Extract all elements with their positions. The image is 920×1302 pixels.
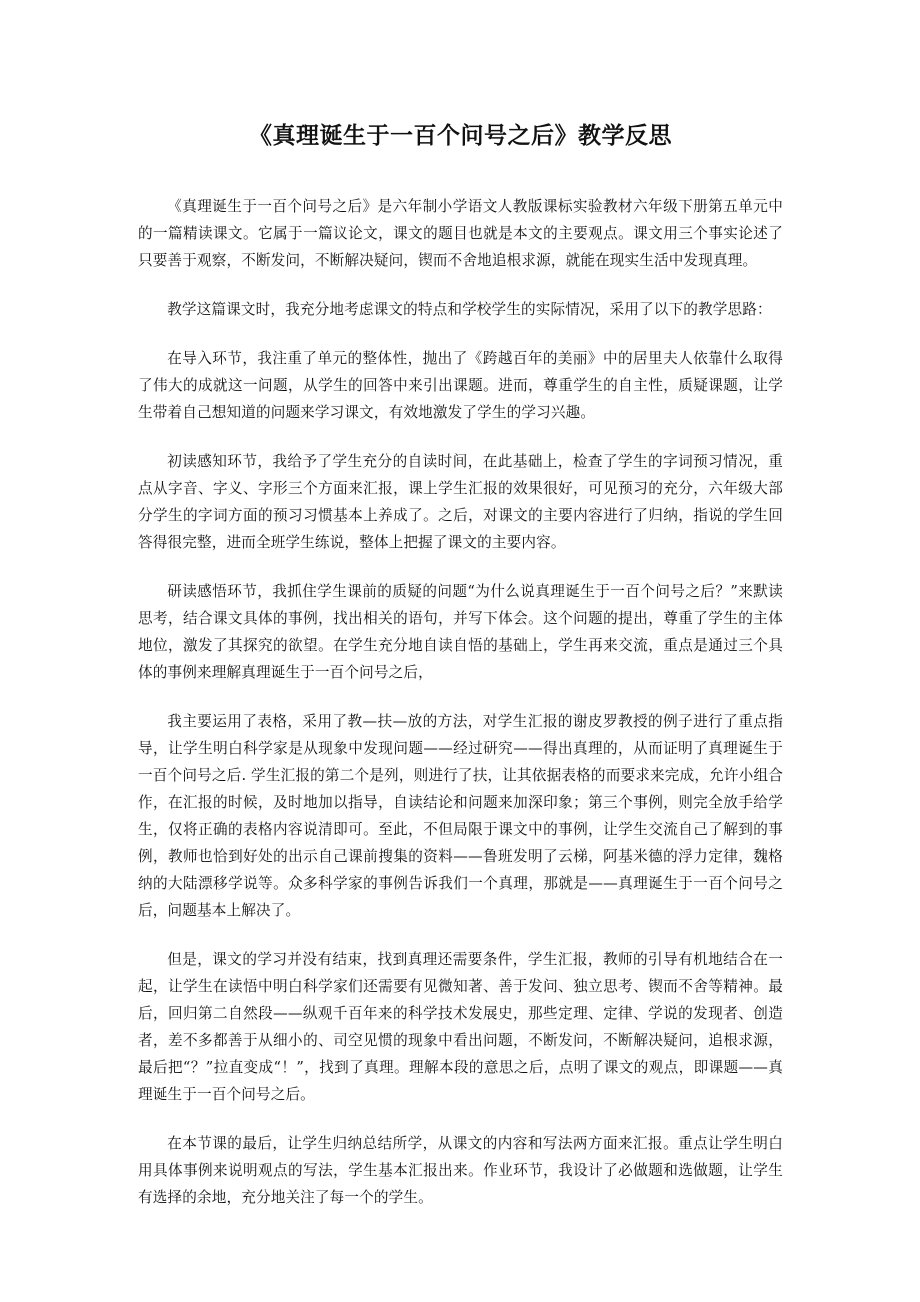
document-page <box>138 118 783 1233</box>
paragraph-2: 教学这篇课文时，我充分地考虑课文的特点和学校学生的实际情况，采用了以下的教学思路： <box>167 301 772 318</box>
paragraph-5: 研读感悟环节，我抓住学生课前的质疑的问题“为什么说真理诞生于一百个问号之后？”来默读思考，结合课文具体的事例，找出相关的语句，并写下体会。这个问题的提出，尊重了学生的主体地位，激发了其探究的欲望。在学生充分地自读自悟的基础上，学生再来交流，重点是通过三个具体的事例来理解真理诞生于一百个问号之后， <box>138 583 783 681</box>
paragraph-3: 在导入环节，我注重了单元的整体性，抛出了《跨越百年的美丽》中的居里夫人依靠什么取得了伟大的成就这一问题，从学生的回答中来引出课题。进而，尊重学生的自主性，质疑课题，让学生带着自己想知道的问题来学习课文，有效地激发了学生的学习兴趣。 <box>138 350 783 421</box>
paragraph-4: 初读感知环节，我给予了学生充分的自读时间，在此基础上，检查了学生的字词预习情况，重点从字音、字义、字形三个方面来汇报，课上学生汇报的效果很好，可见预习的充分，六年级大部分学生的字词方面的预习习惯基本上养成了。之后，对课文的主要内容进行了归纳，指说的学生回答得很完整，进而全班学生练说，整体上把握了课文的主要内容。 <box>138 453 783 551</box>
paragraph-8: 在本节课的最后，让学生归纳总结所学，从课文的内容和写法两方面来汇报。重点让学生明白用具体事例来说明观点的写法，学生基本汇报出来。作业环节，我设计了必做题和选做题，让学生有选择的余地，充分地关注了每一个的学生。 <box>138 1135 783 1206</box>
paragraph-1: 《真理诞生于一百个问号之后》是六年制小学语文人教版课标实验教材六年级下册第五单元中的一篇精读课文。它属于一篇议论文，课文的题目也就是本文的主要观点。课文用三个事实论述了只要善于观察，不断发问，不断解决疑问，锲而不舍地追根求源，就能在现实生活中发现真理。 <box>138 198 783 269</box>
document-title: 《真理诞生于一百个问号之后》教学反思 <box>249 122 672 149</box>
paragraph-6: 我主要运用了表格，采用了教—扶—放的方法，对学生汇报的谢皮罗教授的例子进行了重点指导，让学生明白科学家是从现象中发现问题——经过研究——得出真理的，从而证明了真理诞生于一百个问号之后. 学生汇报的第二个是列，则进行了扶，让其依据表格的而要求来完成，允许小组合作，在汇报的时候，及时地加以指导，自读结论和问题来加深印象；第三个事例，则完全放手给学生，仅将正确的表格内容说清即可。至此，不但局限于课文中的事例，让学生交流自己了解到的事例，教师也恰到好处的出示自己课前搜集的资料——鲁班发明了云梯，阿基米德的浮力定律，魏格纳的大陆漂移学说等。众多科学家的事例告诉我们一个真理，那就是——真理诞生于一百个问号之后，问题基本上解决了。 <box>138 713 783 919</box>
paragraph-7: 但是，课文的学习并没有结束，找到真理还需要条件，学生汇报，教师的引导有机地结合在一起，让学生在读悟中明白科学家们还需要有见微知著、善于发问、独立思考、锲而不舍等精神。最后，回归第二自然段——纵观千百年来的科学技术发展史，那些定理、定律、学说的发现者、创造者，差不多都善于从细小的、司空见惯的现象中看出问题，不断发问，不断解决疑问，追根求源，最后把“？”拉直变成“！”，找到了真理。理解本段的意思之后，点明了课文的观点，即课题——真理诞生于一百个问号之后。 <box>138 951 783 1103</box>
